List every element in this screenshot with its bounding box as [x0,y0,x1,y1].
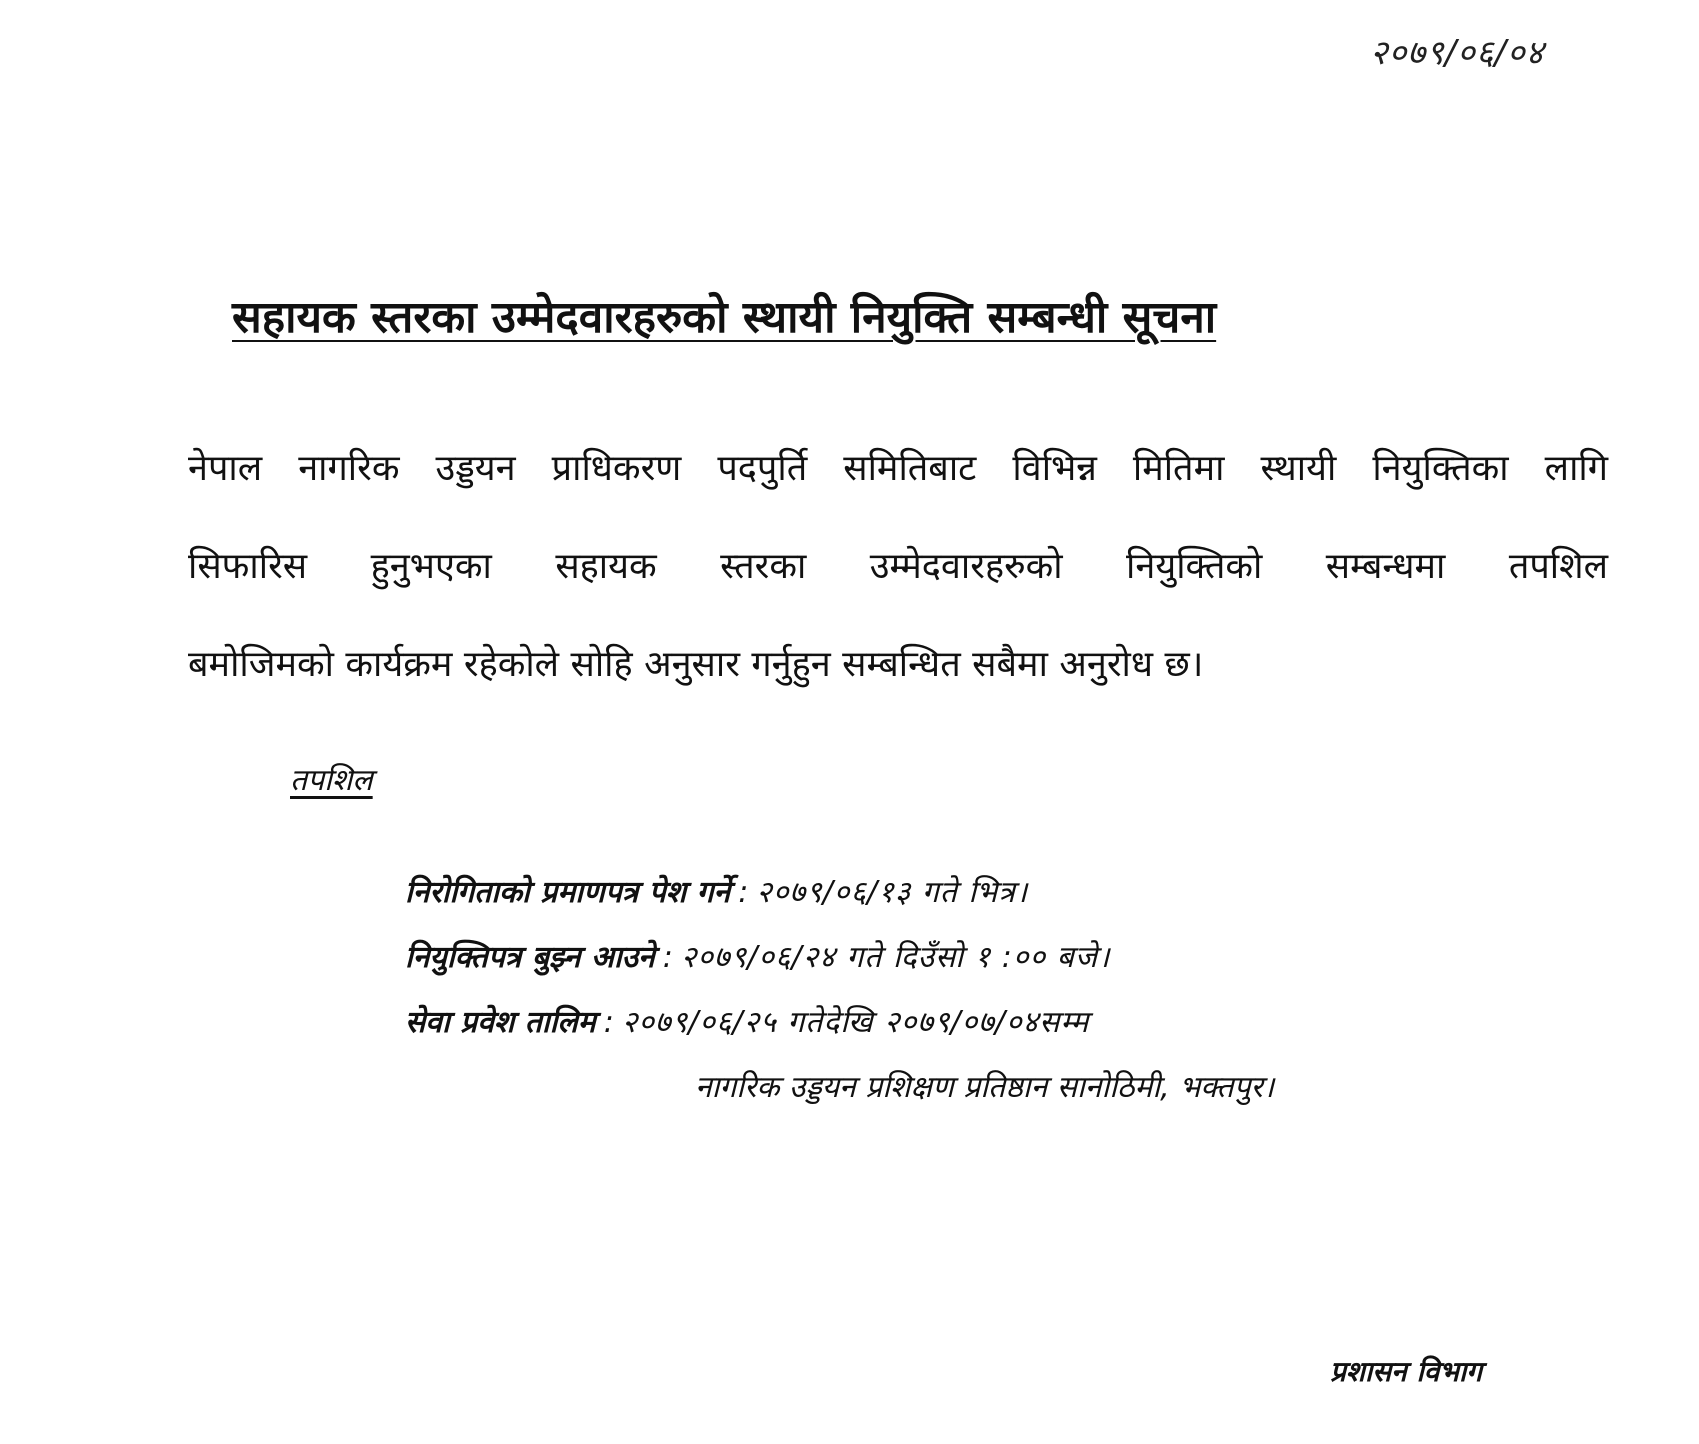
schedule-item-separator: : [738,875,749,910]
body-line-1: नेपाल नागरिक उड्डयन प्राधिकरण पदपुर्ति समितिबाट विभिन्न मितिमा स्थायी नियुक्तिका लागि [188,448,1608,489]
schedule-item-label: नियुक्तिपत्र बुझ्न आउने [405,940,655,975]
schedule-item-induction-training [405,1000,1089,1041]
body-line-2: सिफारिस हुनुभएका सहायक स्तरका उम्मेदवारहरुको नियुक्तिको सम्बन्धमा तपशिल [188,546,1608,587]
schedule-item-appointment-letter [405,935,1110,976]
schedule-item-separator: : [603,1005,614,1040]
schedule-item-label: सेवा प्रवेश तालिम [405,1005,596,1040]
notice-title: सहायक स्तरका उम्मेदवारहरुको स्थायी नियुक्ति सम्बन्धी सूचना [232,292,1217,343]
schedule-heading: तपशिल [290,763,373,798]
schedule-item-value: २०७९/०६/१३ गते भित्र। [756,875,1029,910]
body-line-3: बमोजिमको कार्यक्रम रहेकोले सोहि अनुसार गर्नुहुन सम्बन्धित सबैमा अनुरोध छ। [188,644,1204,685]
training-venue: नागरिक उड्डयन प्रशिक्षण प्रतिष्ठान सानोठिमी, भक्तपुर। [695,1070,1275,1105]
notice-date: २०७९/०६/०४ [1370,33,1545,73]
schedule-item-health-certificate [405,870,1028,911]
schedule-item-value: २०७९/०६/२५ गतेदेखि २०७९/०७/०४सम्म [621,1005,1090,1040]
schedule-item-separator: : [662,940,673,975]
signatory-department: प्रशासन विभाग [1330,1355,1482,1388]
schedule-item-value: २०७९/०६/२४ गते दिउँसो १ :०० बजे। [680,940,1111,975]
schedule-item-label: निरोगिताको प्रमाणपत्र पेश गर्ने [405,875,731,910]
notice-body [188,420,1608,714]
